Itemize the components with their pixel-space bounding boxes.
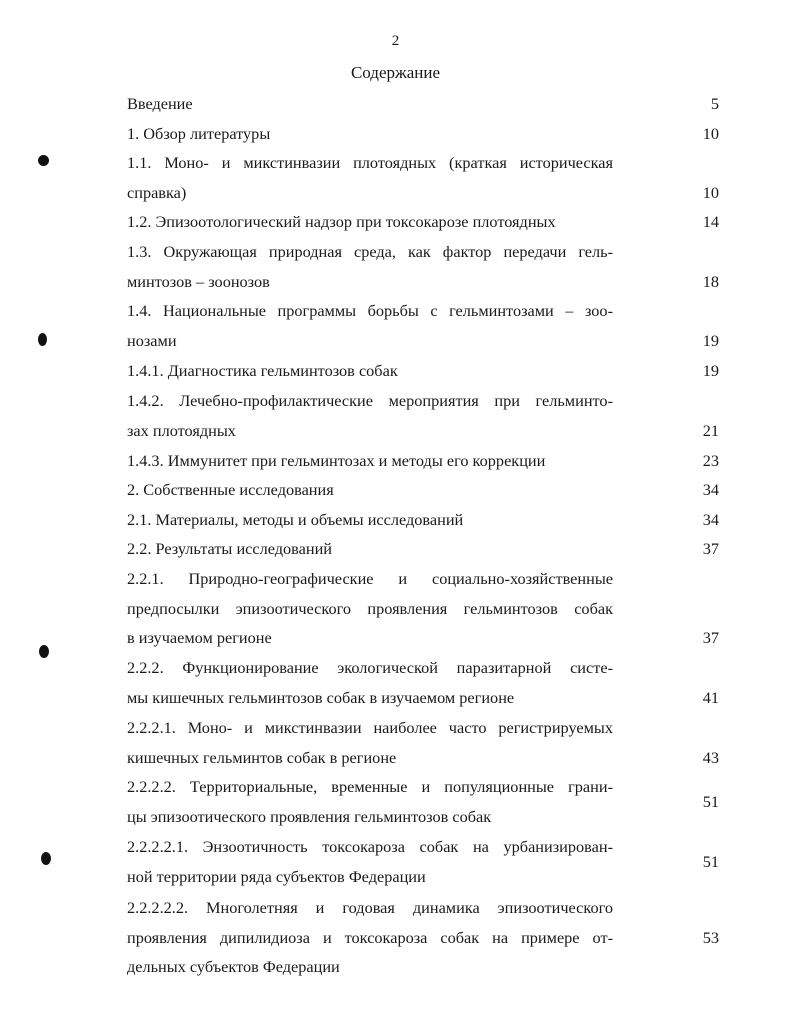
toc-page-number: 18 — [702, 271, 719, 291]
toc-entry-text: 1.4.3. Иммунитет при гельминтозах и методы его коррекции — [127, 451, 546, 470]
toc-title: Содержание — [350, 63, 441, 82]
binding-hole-mark — [41, 852, 51, 865]
toc-page-number: 37 — [702, 628, 719, 648]
binding-hole-mark — [39, 645, 49, 658]
toc-page-number: 14 — [702, 212, 719, 231]
toc-entry-text: 2.2.2.2. Территориальные, временные и популяционные грани- — [127, 777, 613, 796]
toc-page-number: 10 — [702, 124, 719, 143]
toc-page-number: 10 — [702, 182, 719, 202]
toc-page-number: 34 — [702, 480, 719, 499]
toc-entry-text: минтозов – зоонозов — [127, 271, 270, 291]
toc-entry-text: Введение — [127, 94, 193, 113]
toc-page-number: 34 — [702, 510, 719, 529]
toc-page-number: 43 — [702, 747, 719, 767]
toc-entry-text: справка) — [127, 182, 187, 202]
toc-entry-text: 1.4. Национальные программы борьбы с гельминтозами – зоо- — [127, 301, 613, 320]
toc-entry-text: предпосылки эпизоотического проявления гельминтозов собак — [127, 598, 613, 618]
toc-entry-text: 1.3. Окружающая природная среда, как фактор передачи гель- — [127, 242, 613, 261]
toc-entry-text: 1.4.2. Лечебно-профилактические мероприятия при гельминто- — [127, 391, 613, 410]
toc-entry-text: 1.1. Моно- и микстинвазии плотоядных (краткая историческая — [127, 153, 613, 172]
toc-page-number: 41 — [702, 687, 719, 707]
toc-entry-text: 2.2.2.1. Моно- и микстинвазии наиболее часто регистрируемых — [127, 718, 613, 737]
toc-entry-text: зах плотоядных — [127, 420, 236, 440]
toc-page-number: 19 — [702, 330, 719, 350]
toc-entry-text: 2.2. Результаты исследований — [127, 539, 333, 558]
toc-page-number: 51 — [702, 791, 719, 811]
toc-entry-text: в изучаемом регионе — [127, 628, 272, 648]
toc-entry-text: кишечных гельминтов собак в регионе — [127, 747, 397, 767]
toc-page-number: 53 — [702, 927, 719, 947]
toc-page-number: 21 — [702, 420, 719, 440]
toc-entry-text: ной территории ряда субъектов Федерации — [127, 866, 426, 886]
toc-page-number: 37 — [702, 539, 719, 558]
toc-page-number: 23 — [702, 451, 719, 470]
binding-hole-mark — [38, 155, 49, 166]
toc-entry-text: дельных субъектов Федерации — [127, 957, 340, 977]
toc-entry-text: 2.2.2.2.1. Энзоотичность токсокароза собак на урбанизирован- — [127, 837, 613, 856]
toc-entry-text: нозами — [127, 330, 177, 350]
toc-entry-text: 2.1. Материалы, методы и объемы исследований — [127, 510, 464, 529]
toc-entry-text: 2.2.1. Природно-географические и социально-хозяйственные — [127, 569, 613, 588]
toc-entry-text: проявления дипилидиоза и токсокароза собак на примере от- — [127, 927, 613, 947]
toc-page-number: 19 — [702, 361, 719, 380]
binding-hole-mark — [38, 333, 47, 346]
toc-page-number: 5 — [710, 94, 719, 113]
toc-entry-text: мы кишечных гельминтозов собак в изучаемом регионе — [127, 687, 515, 707]
toc-entry-text: 2. Собственные исследования — [127, 480, 334, 499]
toc-entry-text: 1. Обзор литературы — [127, 124, 271, 143]
toc-entry-text: 2.2.2. Функционирование экологической паразитарной систе- — [127, 658, 613, 677]
toc-entry-text: цы эпизоотического проявления гельминтозов собак — [127, 806, 492, 826]
page-number: 2 — [391, 33, 400, 49]
toc-entry-text: 2.2.2.2.2. Многолетняя и годовая динамика эпизоотического — [127, 898, 613, 917]
toc-page-number: 51 — [702, 851, 719, 871]
toc-entry-text: 1.2. Эпизоотологический надзор при токсокарозе плотоядных — [127, 212, 556, 231]
toc-entry-text: 1.4.1. Диагностика гельминтозов собак — [127, 361, 398, 380]
